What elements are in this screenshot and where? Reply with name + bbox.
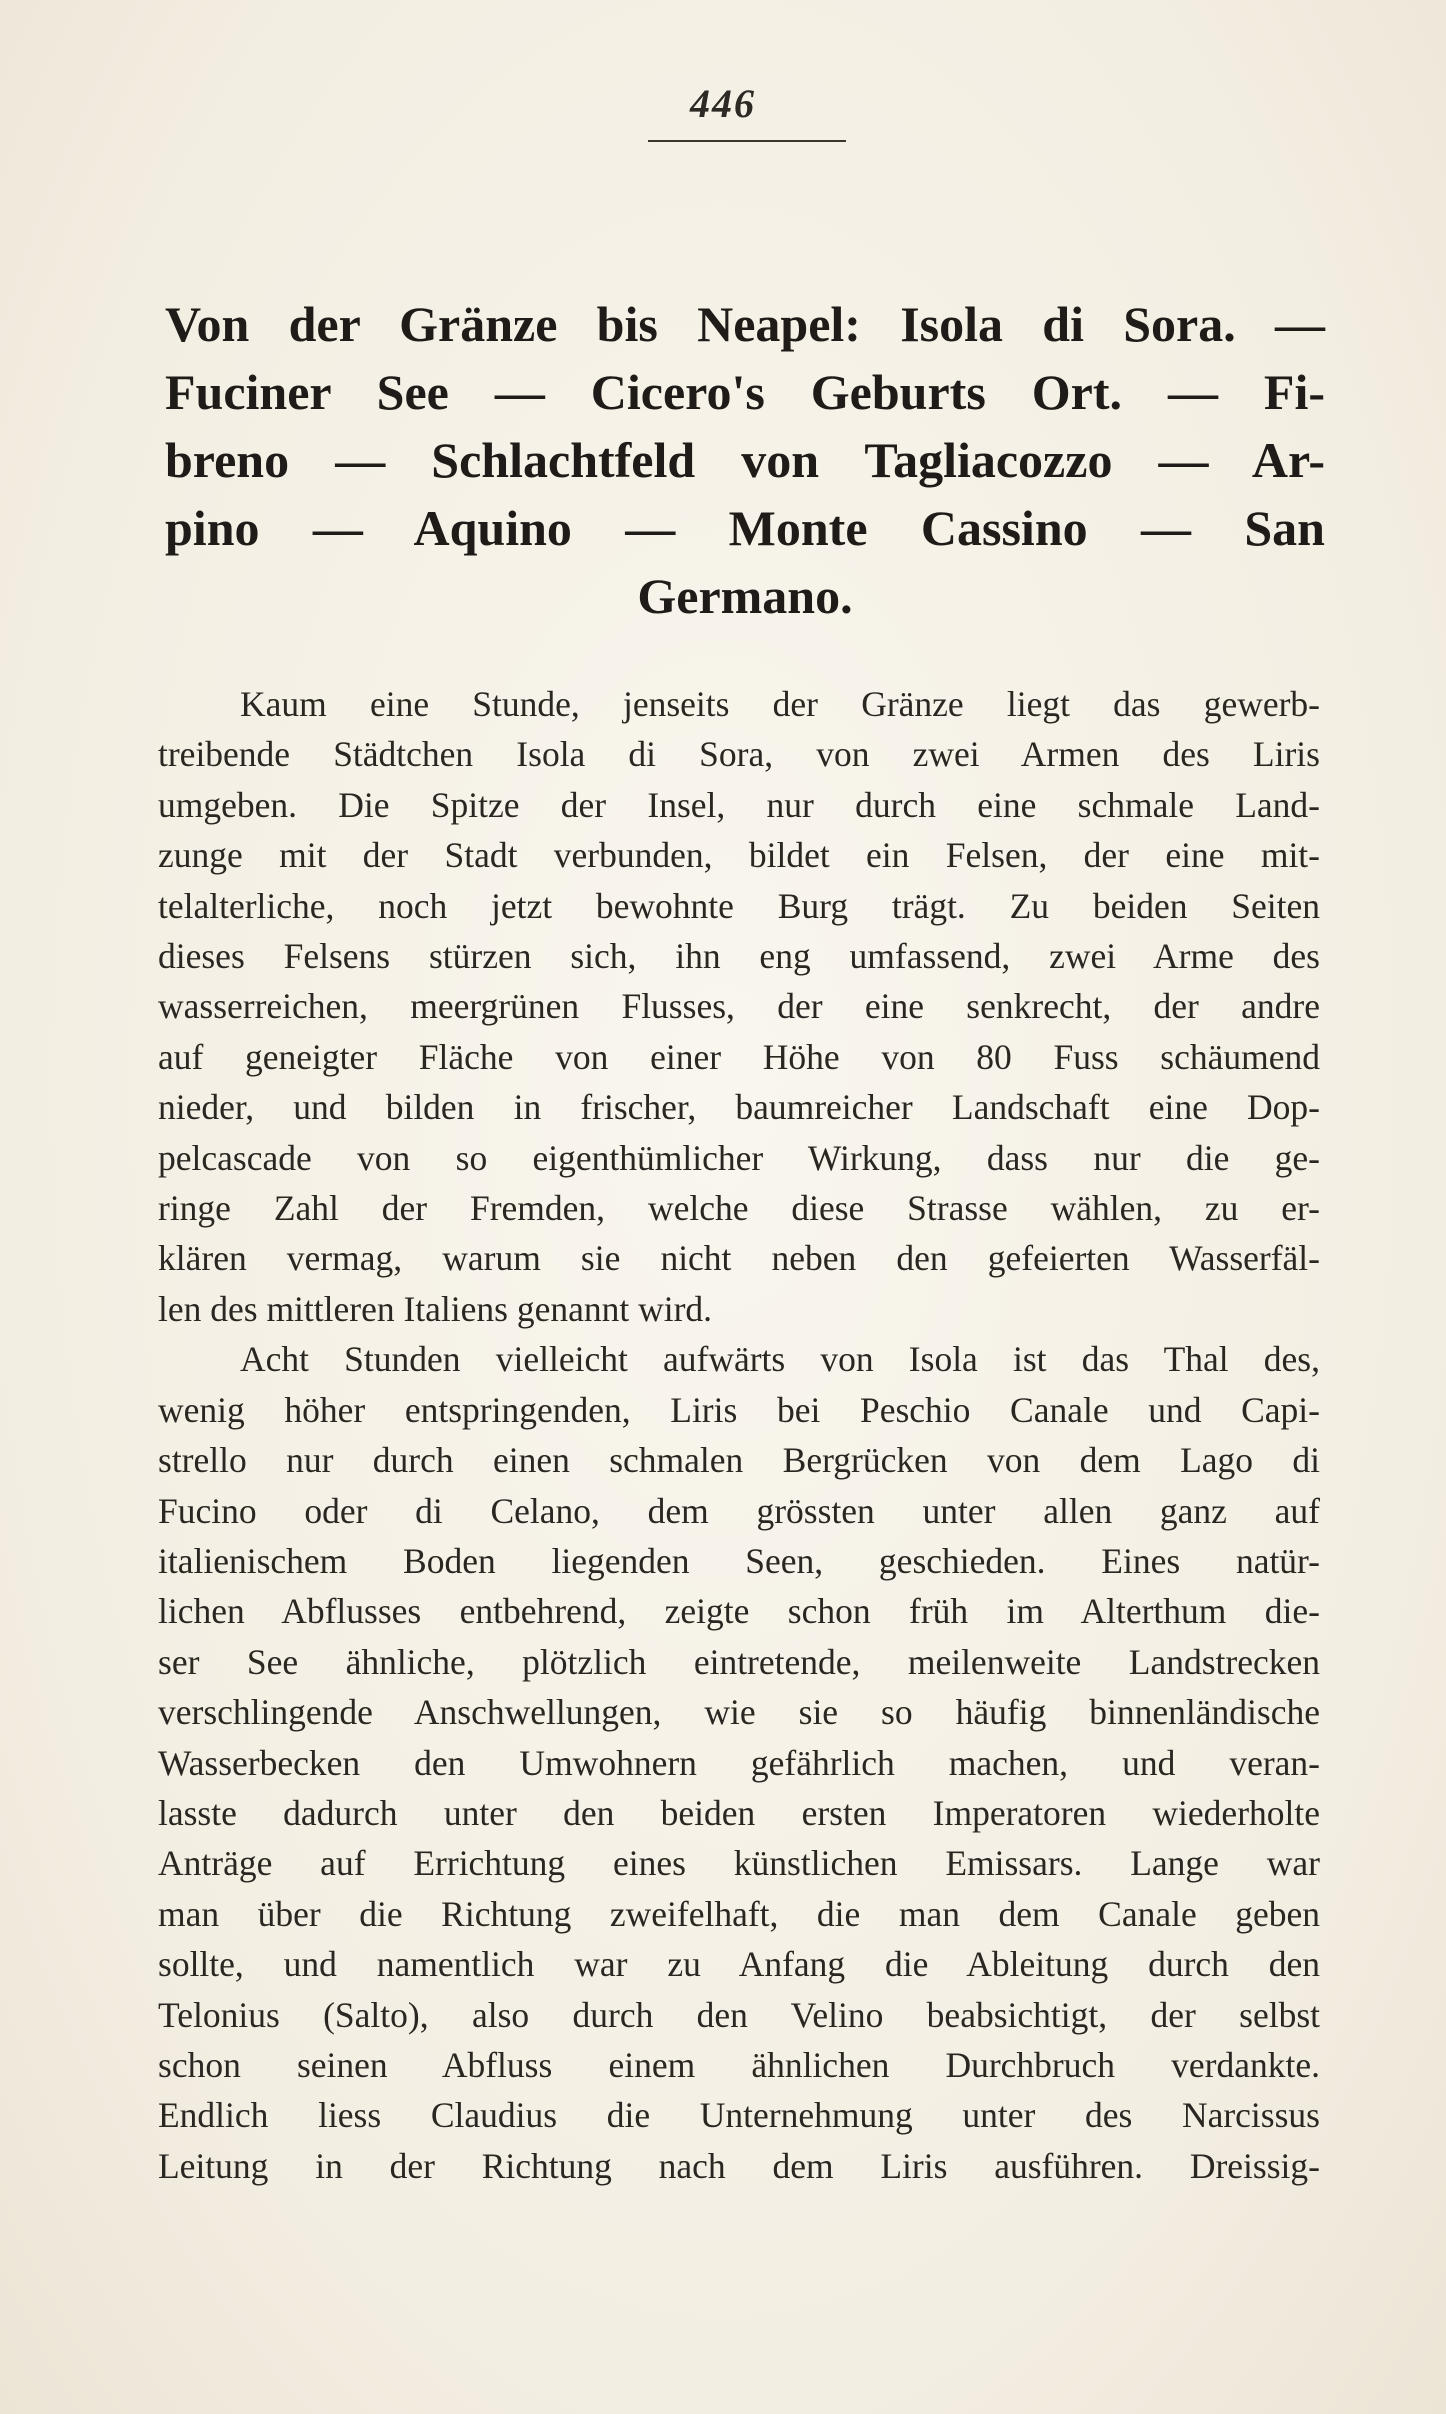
text-line: Endlich liess Claudius die Unternehmung unter des Narcissus — [158, 2095, 1320, 2136]
text-line: Anträge auf Errichtung eines künstlichen Emissars. Lange war — [158, 1843, 1320, 1884]
text-line: zunge mit der Stadt verbunden, bildet ein Felsen, der eine mit- — [158, 835, 1320, 876]
text-line: Fucino oder di Celano, dem grössten unter allen ganz auf — [158, 1490, 1320, 1531]
text-line: lichen Abflusses entbehrend, zeigte schon früh im Alterthum die- — [158, 1591, 1320, 1632]
text-line: Leitung in der Richtung nach dem Liris ausführen. Dreissig- — [158, 2145, 1320, 2186]
text-line: wenig höher entspringenden, Liris bei Peschio Canale und Capi- — [158, 1389, 1320, 1430]
text-line: nieder, und bilden in frischer, baumreicher Landschaft eine Dop- — [158, 1087, 1320, 1128]
text-line: sollte, und namentlich war zu Anfang die Ableitung durch den — [158, 1944, 1320, 1985]
body-text — [158, 679, 1320, 2191]
text-line: treibende Städtchen Isola di Sora, von zwei Armen des Liris — [158, 734, 1320, 775]
text-line: verschlingende Anschwellungen, wie sie so häufig binnenländische — [158, 1692, 1320, 1733]
text-line: schon seinen Abfluss einem ähnlichen Durchbruch verdankte. — [158, 2044, 1320, 2085]
text-line: len des mittleren Italiens genannt wird. — [158, 1288, 713, 1329]
text-line: italienischem Boden liegenden Seen, geschieden. Eines natür- — [158, 1540, 1320, 1581]
text-line: auf geneigter Fläche von einer Höhe von 80 Fuss schäumend — [158, 1036, 1320, 1077]
text-line: ser See ähnliche, plötzlich eintretende, meilenweite Landstrecken — [158, 1641, 1320, 1682]
text-line: strello nur durch einen schmalen Bergrücken von dem Lago di — [158, 1440, 1320, 1481]
page-number-rule — [648, 140, 846, 142]
page-number: 446 — [690, 81, 756, 126]
text-line: lasste dadurch unter den beiden ersten Imperatoren wiederholte — [158, 1792, 1320, 1833]
text-line: Kaum eine Stunde, jenseits der Gränze liegt das gewerb- — [240, 684, 1320, 724]
text-line: pelcascade von so eigenthümlicher Wirkung, dass nur die ge- — [158, 1137, 1320, 1178]
text-line: Telonius (Salto), also durch den Velino beabsichtigt, der selbst — [158, 1994, 1320, 2035]
heading-line: pino — Aquino — Monte Cassino — San — [165, 500, 1325, 556]
text-line: dieses Felsens stürzen sich, ihn eng umfassend, zwei Arme des — [158, 936, 1320, 977]
text-line: wasserreichen, meergrünen Flusses, der eine senkrecht, der andre — [158, 986, 1320, 1027]
heading-line: Fuciner See — Cicero's Geburts Ort. — Fi- — [165, 364, 1325, 420]
text-line: Acht Stunden vielleicht aufwärts von Isola ist das Thal des, — [240, 1339, 1320, 1380]
text-line: Wasserbecken den Umwohnern gefährlich machen, und veran- — [158, 1742, 1320, 1783]
chapter-heading — [165, 290, 1325, 630]
text-line: umgeben. Die Spitze der Insel, nur durch eine schmale Land- — [158, 784, 1320, 825]
text-line: man über die Richtung zweifelhaft, die man dem Canale geben — [158, 1893, 1320, 1934]
heading-line: Germano. — [637, 568, 853, 624]
text-line: klären vermag, warum sie nicht neben den gefeierten Wasserfäl- — [158, 1238, 1320, 1279]
text-line: ringe Zahl der Fremden, welche diese Strasse wählen, zu er- — [158, 1188, 1320, 1229]
heading-line: breno — Schlachtfeld von Tagliacozzo — Ar- — [165, 432, 1325, 488]
text-line: telalterliche, noch jetzt bewohnte Burg trägt. Zu beiden Seiten — [158, 885, 1320, 926]
heading-line: Von der Gränze bis Neapel: Isola di Sora. — — [165, 296, 1325, 352]
